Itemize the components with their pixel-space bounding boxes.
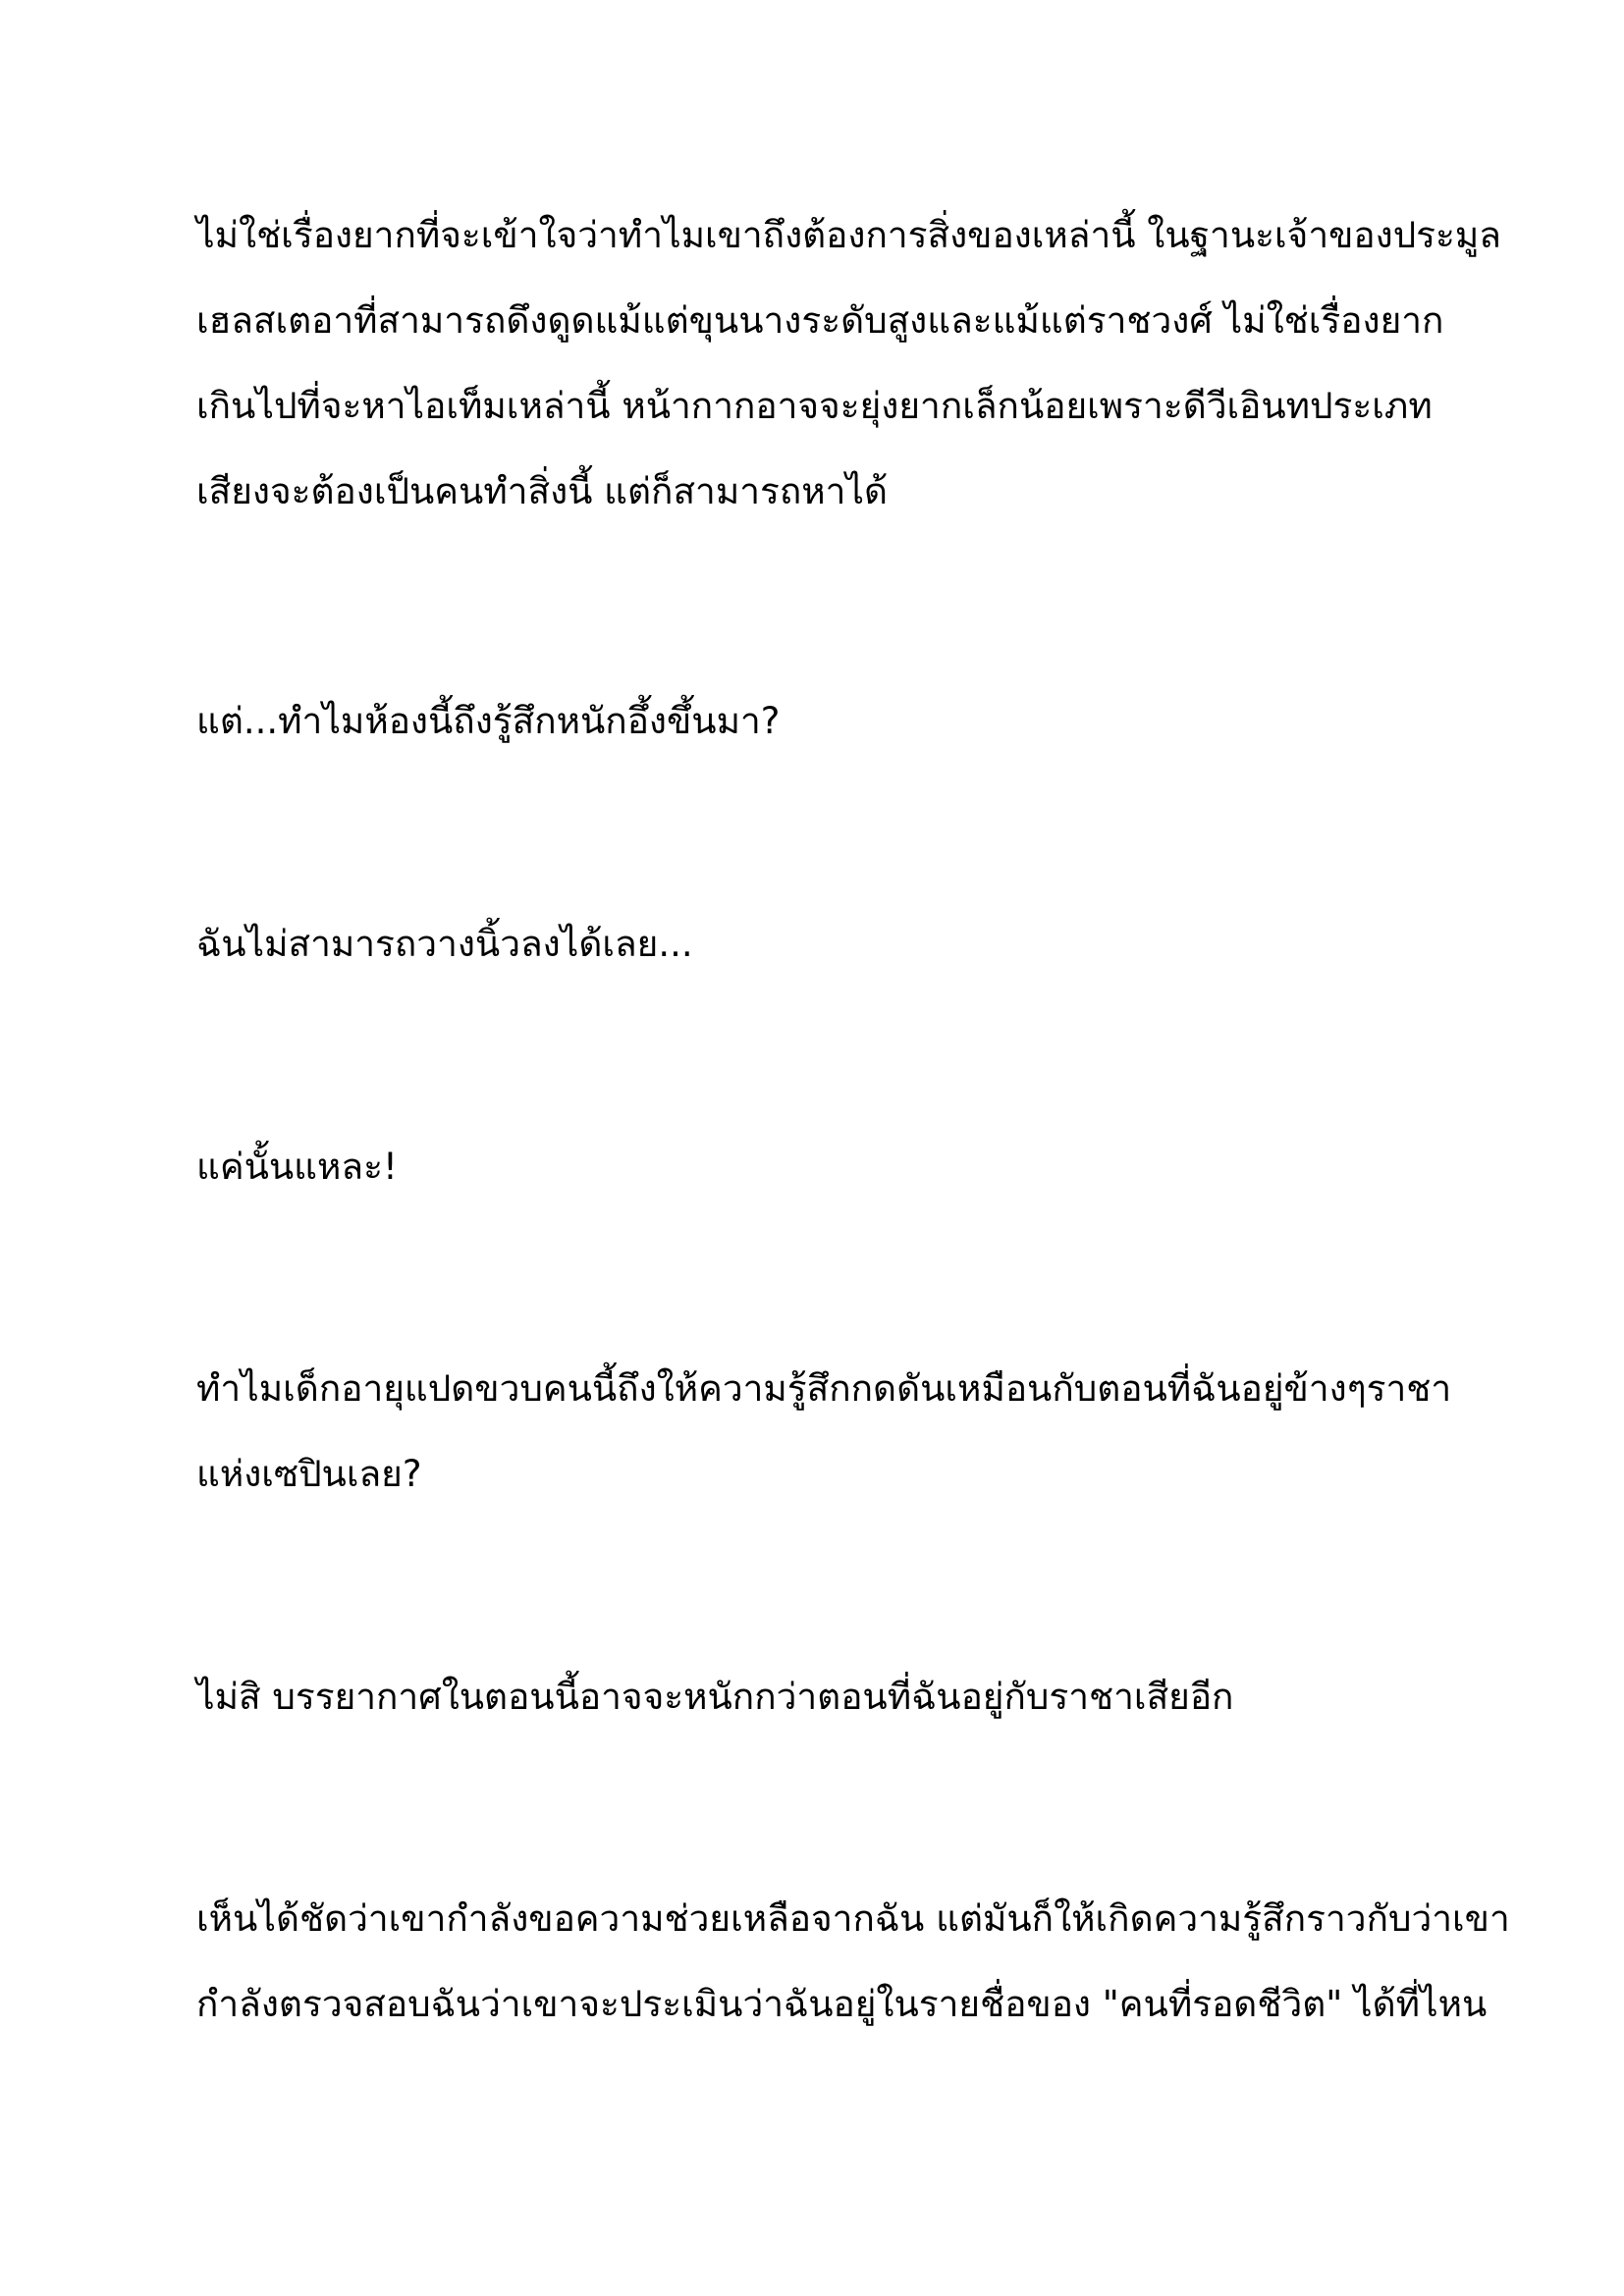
paragraph-4-line-1: แค่นั้นแหละ! [196,1146,398,1188]
paragraph-1-line-4: เสียงจะต้องเป็นคนทำสิ่งนี้ แต่ก็สามารถหาได้ [196,470,889,512]
paragraph-5-line-2: แห่งเซปินเลย? [196,1453,422,1495]
paragraph-7-line-1: เห็นได้ชัดว่าเขากำลังขอความช่วยเหลือจากฉัน แต่มันก็ให้เกิดความรู้สึกราวกับว่าเขา [196,1897,1510,1940]
paragraph-5-line-1: ทำไมเด็กอายุแปดขวบคนนี้ถึงให้ความรู้สึกกดดันเหมือนกับตอนที่ฉันอยู่ข้างๆราชา [196,1367,1452,1410]
paragraph-1-line-1: ไม่ใช่เรื่องยากที่จะเข้าใจว่าทำไมเขาถึงต้องการสิ่งของเหล่านี้ ในฐานะเจ้าของประมูล [196,214,1501,256]
paragraph-1-line-3: เกินไปที่จะหาไอเท็มเหล่านี้ หน้ากากอาจจะยุ่งยากเล็กน้อยเพราะดีวีเอินทประเภท [196,385,1433,427]
paragraph-6-line-1: ไม่สิ บรรยากาศในตอนนี้อาจจะหนักกว่าตอนที่ฉันอยู่กับราชาเสียอีก [196,1676,1234,1718]
paragraph-3-line-1: ฉันไม่สามารถวางนิ้วลงได้เลย... [196,923,693,965]
paragraph-2-line-1: แต่...ทำไมห้องนี้ถึงรู้สึกหนักอึ้งขึ้นมา? [196,700,781,742]
paragraph-7-line-2: กำลังตรวจสอบฉันว่าเขาจะประเมินว่าฉันอยู่ในรายชื่อของ "คนที่รอดชีวิต" ได้ที่ไหน [196,1983,1488,2025]
paragraph-1-line-2: เฮลสเตอาที่สามารถดึงดูดแม้แต่ขุนนางระดับสูงและแม้แต่ราชวงศ์ ไม่ใช่เรื่องยาก [196,299,1444,342]
